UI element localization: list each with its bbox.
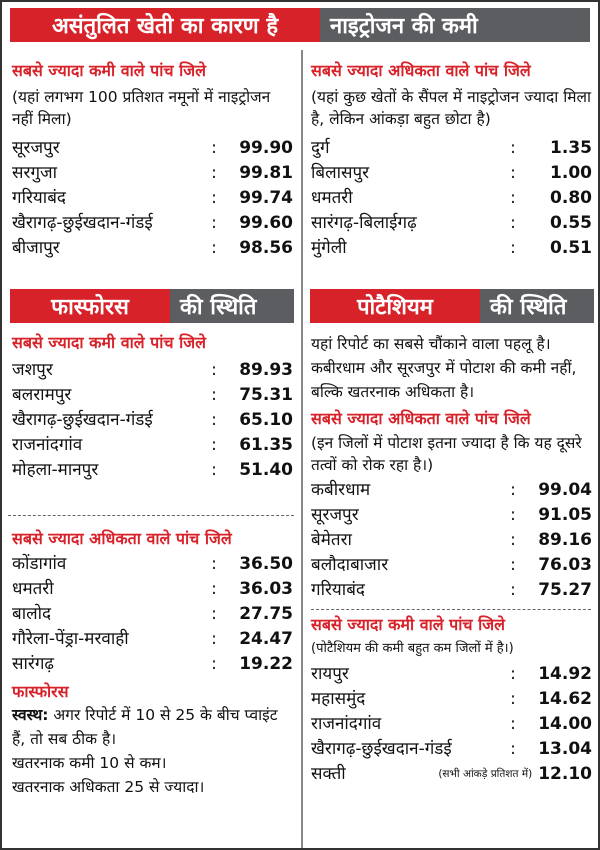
district-value: 99.90 <box>239 138 293 158</box>
district-name: गरियाबंद <box>12 188 66 208</box>
district-name: सक्ती <box>311 764 346 784</box>
district-value: 98.56 <box>239 238 293 258</box>
table-row <box>311 503 592 528</box>
district-value: 36.03 <box>239 579 293 599</box>
separator-colon: : <box>510 138 516 158</box>
district-value: 91.05 <box>538 505 592 525</box>
table-row <box>12 358 293 383</box>
table-row <box>12 161 293 186</box>
district-value: 99.60 <box>239 213 293 233</box>
district-name: सरगुजा <box>12 163 58 183</box>
district-name: गौरेला-पेंड्रा-मरवाही <box>12 629 129 649</box>
table-row <box>311 161 592 186</box>
nitrogen-banner-red: असंतुलित खेती का कारण है <box>10 8 320 42</box>
district-value: 99.04 <box>538 480 592 500</box>
table-row <box>311 528 592 553</box>
district-name: सारंगढ़ <box>12 654 54 674</box>
district-name: खैरागढ़-छुईखदान-गंडई <box>12 213 153 233</box>
nitrogen-banner <box>10 8 590 42</box>
separator-colon: : <box>211 188 217 208</box>
nitrogen-deficit-section <box>4 60 301 261</box>
district-name: सारंगढ़-बिलाईगढ़ <box>311 213 417 233</box>
separator-colon: : <box>510 530 516 550</box>
separator-colon: : <box>211 629 217 649</box>
district-name: राजनांदगांव <box>311 714 382 734</box>
district-value: 61.35 <box>239 435 293 455</box>
potassium-excess-note: (इन जिलों में पोटाश इतना ज्यादा है कि यह दूसरे तत्वों को रोक रहा है।) <box>311 434 582 474</box>
potassium-deficit-note: (पोटैशियम की कमी बहुत कम जिलों में है।) <box>311 641 514 656</box>
phosphorus-legend-heading: फास्फोरस <box>12 682 69 701</box>
table-row <box>12 552 293 577</box>
district-name: बिलासपुर <box>311 163 370 183</box>
district-name: राजनांदगांव <box>12 435 83 455</box>
nitrogen-deficit-heading: सबसे ज्यादा कमी वाले पांच जिले <box>12 61 206 80</box>
district-value: 14.00 <box>538 714 592 734</box>
separator-colon: : <box>211 554 217 574</box>
separator-colon: : <box>510 188 516 208</box>
district-name: बलौदाबाजार <box>311 555 389 575</box>
separator-colon: : <box>510 555 516 575</box>
table-row <box>12 383 293 408</box>
district-value: 99.74 <box>239 188 293 208</box>
district-value: 1.35 <box>550 138 592 158</box>
district-value: 89.93 <box>239 360 293 380</box>
table-row <box>311 578 592 603</box>
table-row <box>12 602 293 627</box>
table-row <box>12 458 293 483</box>
potassium-intro: यहां रिपोर्ट का सबसे चौंकाने वाला पहलू है। कबीरधाम और सूरजपुर में पोटाश की कमी नहीं, बल्कि खतरनाक अधिकता है। <box>311 335 577 401</box>
district-name: बालोद <box>12 604 52 624</box>
nitrogen-excess-heading: सबसे ज्यादा अधिकता वाले पांच जिले <box>311 61 531 80</box>
separator-colon: : <box>510 213 516 233</box>
separator-colon: : <box>211 213 217 233</box>
table-row <box>311 762 592 787</box>
table-row <box>311 553 592 578</box>
table-row <box>12 408 293 433</box>
potassium-section <box>303 332 600 787</box>
table-row <box>311 136 592 161</box>
separator-colon: : <box>510 664 516 684</box>
separator-colon: : <box>211 163 217 183</box>
district-name: खैरागढ़-छुईखदान-गंडई <box>12 410 153 430</box>
district-name: सूरजपुर <box>12 138 60 158</box>
district-value: 0.80 <box>550 188 592 208</box>
district-name: धमतरी <box>311 188 353 208</box>
district-value: 89.16 <box>538 530 592 550</box>
district-name: जशपुर <box>12 360 53 380</box>
table-row <box>12 186 293 211</box>
nitrogen-excess-section <box>303 60 600 261</box>
phosphorus-deficit-heading: सबसे ज्यादा कमी वाले पांच जिले <box>12 333 206 352</box>
table-row <box>12 236 293 261</box>
separator-colon: : <box>211 435 217 455</box>
healthy-label: स्वस्थ: <box>12 706 49 724</box>
phosphorus-excess-heading: सबसे ज्यादा अधिकता वाले पांच जिले <box>12 529 232 548</box>
table-row <box>311 186 592 211</box>
nitrogen-banner-gray: नाइट्रोजन की कमी <box>320 8 590 42</box>
separator-colon: : <box>510 689 516 709</box>
nitrogen-excess-note: (यहां कुछ खेतों के सैंपल में नाइट्रोजन ज्यादा मिला है, लेकिन आंकड़ा बहुत छोटा है) <box>311 88 592 128</box>
district-value: 36.50 <box>239 554 293 574</box>
district-value: 19.22 <box>239 654 293 674</box>
district-name: कोंडागांव <box>12 554 67 574</box>
separator-colon: : <box>211 460 217 480</box>
separator-colon: : <box>211 385 217 405</box>
table-row <box>12 577 293 602</box>
district-value: 0.51 <box>550 238 592 258</box>
table-row <box>12 652 293 677</box>
separator-colon: : <box>510 505 516 525</box>
separator-colon: : <box>211 360 217 380</box>
district-value: 12.10 <box>538 764 592 784</box>
district-value: 14.92 <box>538 664 592 684</box>
deficit-text: खतरनाक कमी 10 से कम। <box>12 754 167 772</box>
separator-colon: : <box>211 579 217 599</box>
district-value: 65.10 <box>239 410 293 430</box>
separator-colon: : <box>510 480 516 500</box>
phosphorus-excess-section <box>4 528 301 799</box>
district-name: बेमेतरा <box>311 530 352 550</box>
separator-colon: : <box>510 739 516 759</box>
district-value: 14.62 <box>538 689 592 709</box>
table-row <box>311 236 592 261</box>
separator-colon: : <box>510 163 516 183</box>
nitrogen-deficit-note: (यहां लगभग 100 प्रतिशत नमूनों में नाइट्रोजन नहीं मिला) <box>12 88 271 128</box>
district-name: मुंगेली <box>311 238 347 258</box>
district-name: मोहला-मानपुर <box>12 460 99 480</box>
district-name: धमतरी <box>12 579 54 599</box>
separator-colon: : <box>510 238 516 258</box>
potassium-banner <box>310 289 594 323</box>
table-row <box>311 478 592 503</box>
phosphorus-banner-red: फास्फोरस <box>10 289 170 323</box>
phosphorus-separator <box>8 515 294 516</box>
table-row <box>12 211 293 236</box>
phosphorus-deficit-section <box>4 332 301 483</box>
district-name: बीजापुर <box>12 238 60 258</box>
table-row <box>311 712 592 737</box>
table-row <box>311 662 592 687</box>
phosphorus-banner <box>10 289 294 323</box>
district-name: रायपुर <box>311 664 349 684</box>
separator-colon: : <box>211 138 217 158</box>
separator-colon: : <box>211 410 217 430</box>
district-value: 1.00 <box>550 163 592 183</box>
phosphorus-legend <box>12 703 293 799</box>
potassium-deficit-heading: सबसे ज्यादा कमी वाले पांच जिले <box>311 615 505 634</box>
district-value: 27.75 <box>239 604 293 624</box>
district-value: 99.81 <box>239 163 293 183</box>
potassium-banner-gray: की स्थिति <box>480 289 594 323</box>
district-name: बलरामपुर <box>12 385 72 405</box>
separator-colon: : <box>211 238 217 258</box>
district-value: 75.27 <box>538 580 592 600</box>
potassium-separator <box>311 609 591 610</box>
district-value: 75.31 <box>239 385 293 405</box>
separator-colon: : <box>510 714 516 734</box>
potassium-banner-red: पोटैशियम <box>310 289 480 323</box>
healthy-text: अगर रिपोर्ट में 10 से 25 के बीच प्वाइंट हैं, तो सब ठीक है। <box>12 706 278 748</box>
separator-colon: : <box>211 604 217 624</box>
table-row <box>311 211 592 236</box>
district-name: महासमुंद <box>311 689 366 709</box>
district-value: 0.55 <box>550 213 592 233</box>
district-name: खैरागढ़-छुईखदान-गंडई <box>311 739 452 759</box>
table-row <box>311 687 592 712</box>
district-name: सूरजपुर <box>311 505 359 525</box>
table-row <box>12 136 293 161</box>
excess-text: खतरनाक अधिकता 25 से ज्यादा। <box>12 778 205 796</box>
district-name: गरियाबंद <box>311 580 365 600</box>
separator-colon: : <box>510 580 516 600</box>
potassium-excess-heading: सबसे ज्यादा अधिकता वाले पांच जिले <box>311 409 531 428</box>
phosphorus-banner-gray: की स्थिति <box>170 289 294 323</box>
table-row <box>12 627 293 652</box>
units-note: (सभी आंकड़े प्रतिशत में) <box>438 768 533 780</box>
district-value: 24.47 <box>239 629 293 649</box>
district-name: कबीरधाम <box>311 480 371 500</box>
district-value: 51.40 <box>239 460 293 480</box>
district-value: 13.04 <box>538 739 592 759</box>
district-value: 76.03 <box>538 555 592 575</box>
district-name: दुर्ग <box>311 138 330 158</box>
table-row <box>311 737 592 762</box>
separator-colon: : <box>211 654 217 674</box>
table-row <box>12 433 293 458</box>
